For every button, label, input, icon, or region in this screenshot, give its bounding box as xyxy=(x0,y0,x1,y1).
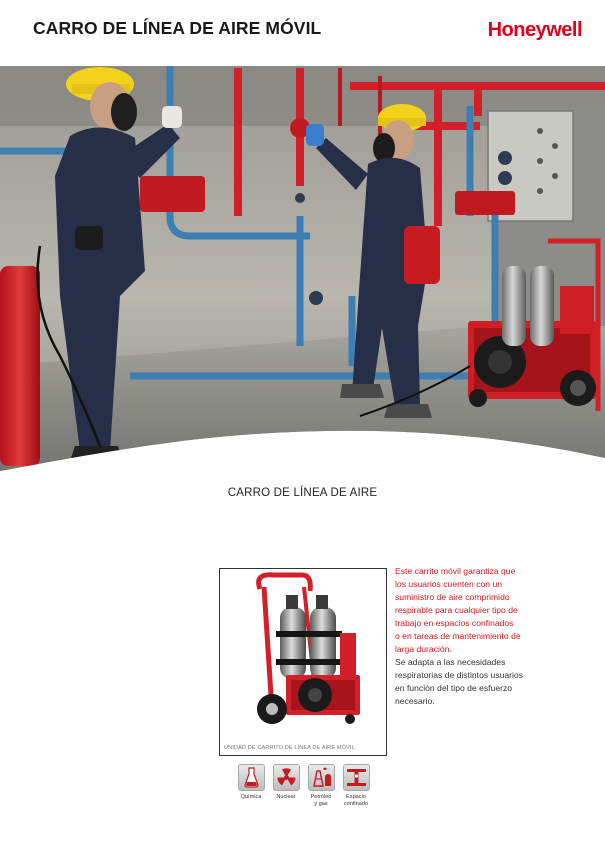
icon-label: confinado xyxy=(343,800,369,807)
highlight-line: o en tareas de mantenimiento de xyxy=(395,631,521,641)
highlight-line: suministro de aire comprimido xyxy=(395,592,510,602)
oil-gas-icon xyxy=(308,764,335,791)
product-photo xyxy=(220,569,386,739)
product-caption: UNIDAD DE CARRITO DE LÍNEA DE AIRE MÓVIL xyxy=(224,745,355,751)
confined-space-icon xyxy=(343,764,370,791)
page-title: CARRO DE LÍNEA DE AIRE MÓVIL xyxy=(33,18,322,38)
hero-photo xyxy=(0,66,605,486)
icon-item-chemical xyxy=(236,764,266,801)
icon-item-nuclear xyxy=(271,764,301,801)
honeywell-logo: Honeywell xyxy=(487,19,582,41)
nuclear-icon xyxy=(273,764,300,791)
body-line: necesario. xyxy=(395,696,435,706)
body-line: en función del tipo de esfuerzo xyxy=(395,683,513,693)
highlight-line: los usuarios cuenten con un xyxy=(395,579,503,589)
body-line: respiratorias de distintos usuarios xyxy=(395,670,524,680)
product-image-box xyxy=(219,568,387,756)
icon-label: y gas xyxy=(314,800,328,807)
section-title: CARRO DE LÍNEA DE AIRE xyxy=(227,487,378,499)
highlight-line: trabajo en espacios confinados xyxy=(395,618,514,628)
icon-item-oil-gas xyxy=(306,764,336,807)
highlight-line: Este carrito móvil garantiza que xyxy=(395,566,516,576)
product-description xyxy=(395,565,550,708)
body-line: Se adapta a las necesidades xyxy=(395,657,506,667)
page-header xyxy=(0,0,605,66)
highlight-line: respirable para cualquier tipo de xyxy=(395,605,518,615)
icon-item-confined-space xyxy=(341,764,371,807)
chemical-icon xyxy=(238,764,265,791)
highlight-line: larga duración. xyxy=(395,644,452,654)
icon-label: Espacio xyxy=(346,794,366,800)
icon-label: Petróleo xyxy=(310,794,332,800)
icon-label: Nuclear xyxy=(276,794,296,800)
application-icons xyxy=(236,764,376,824)
icon-label: Química xyxy=(240,794,262,800)
